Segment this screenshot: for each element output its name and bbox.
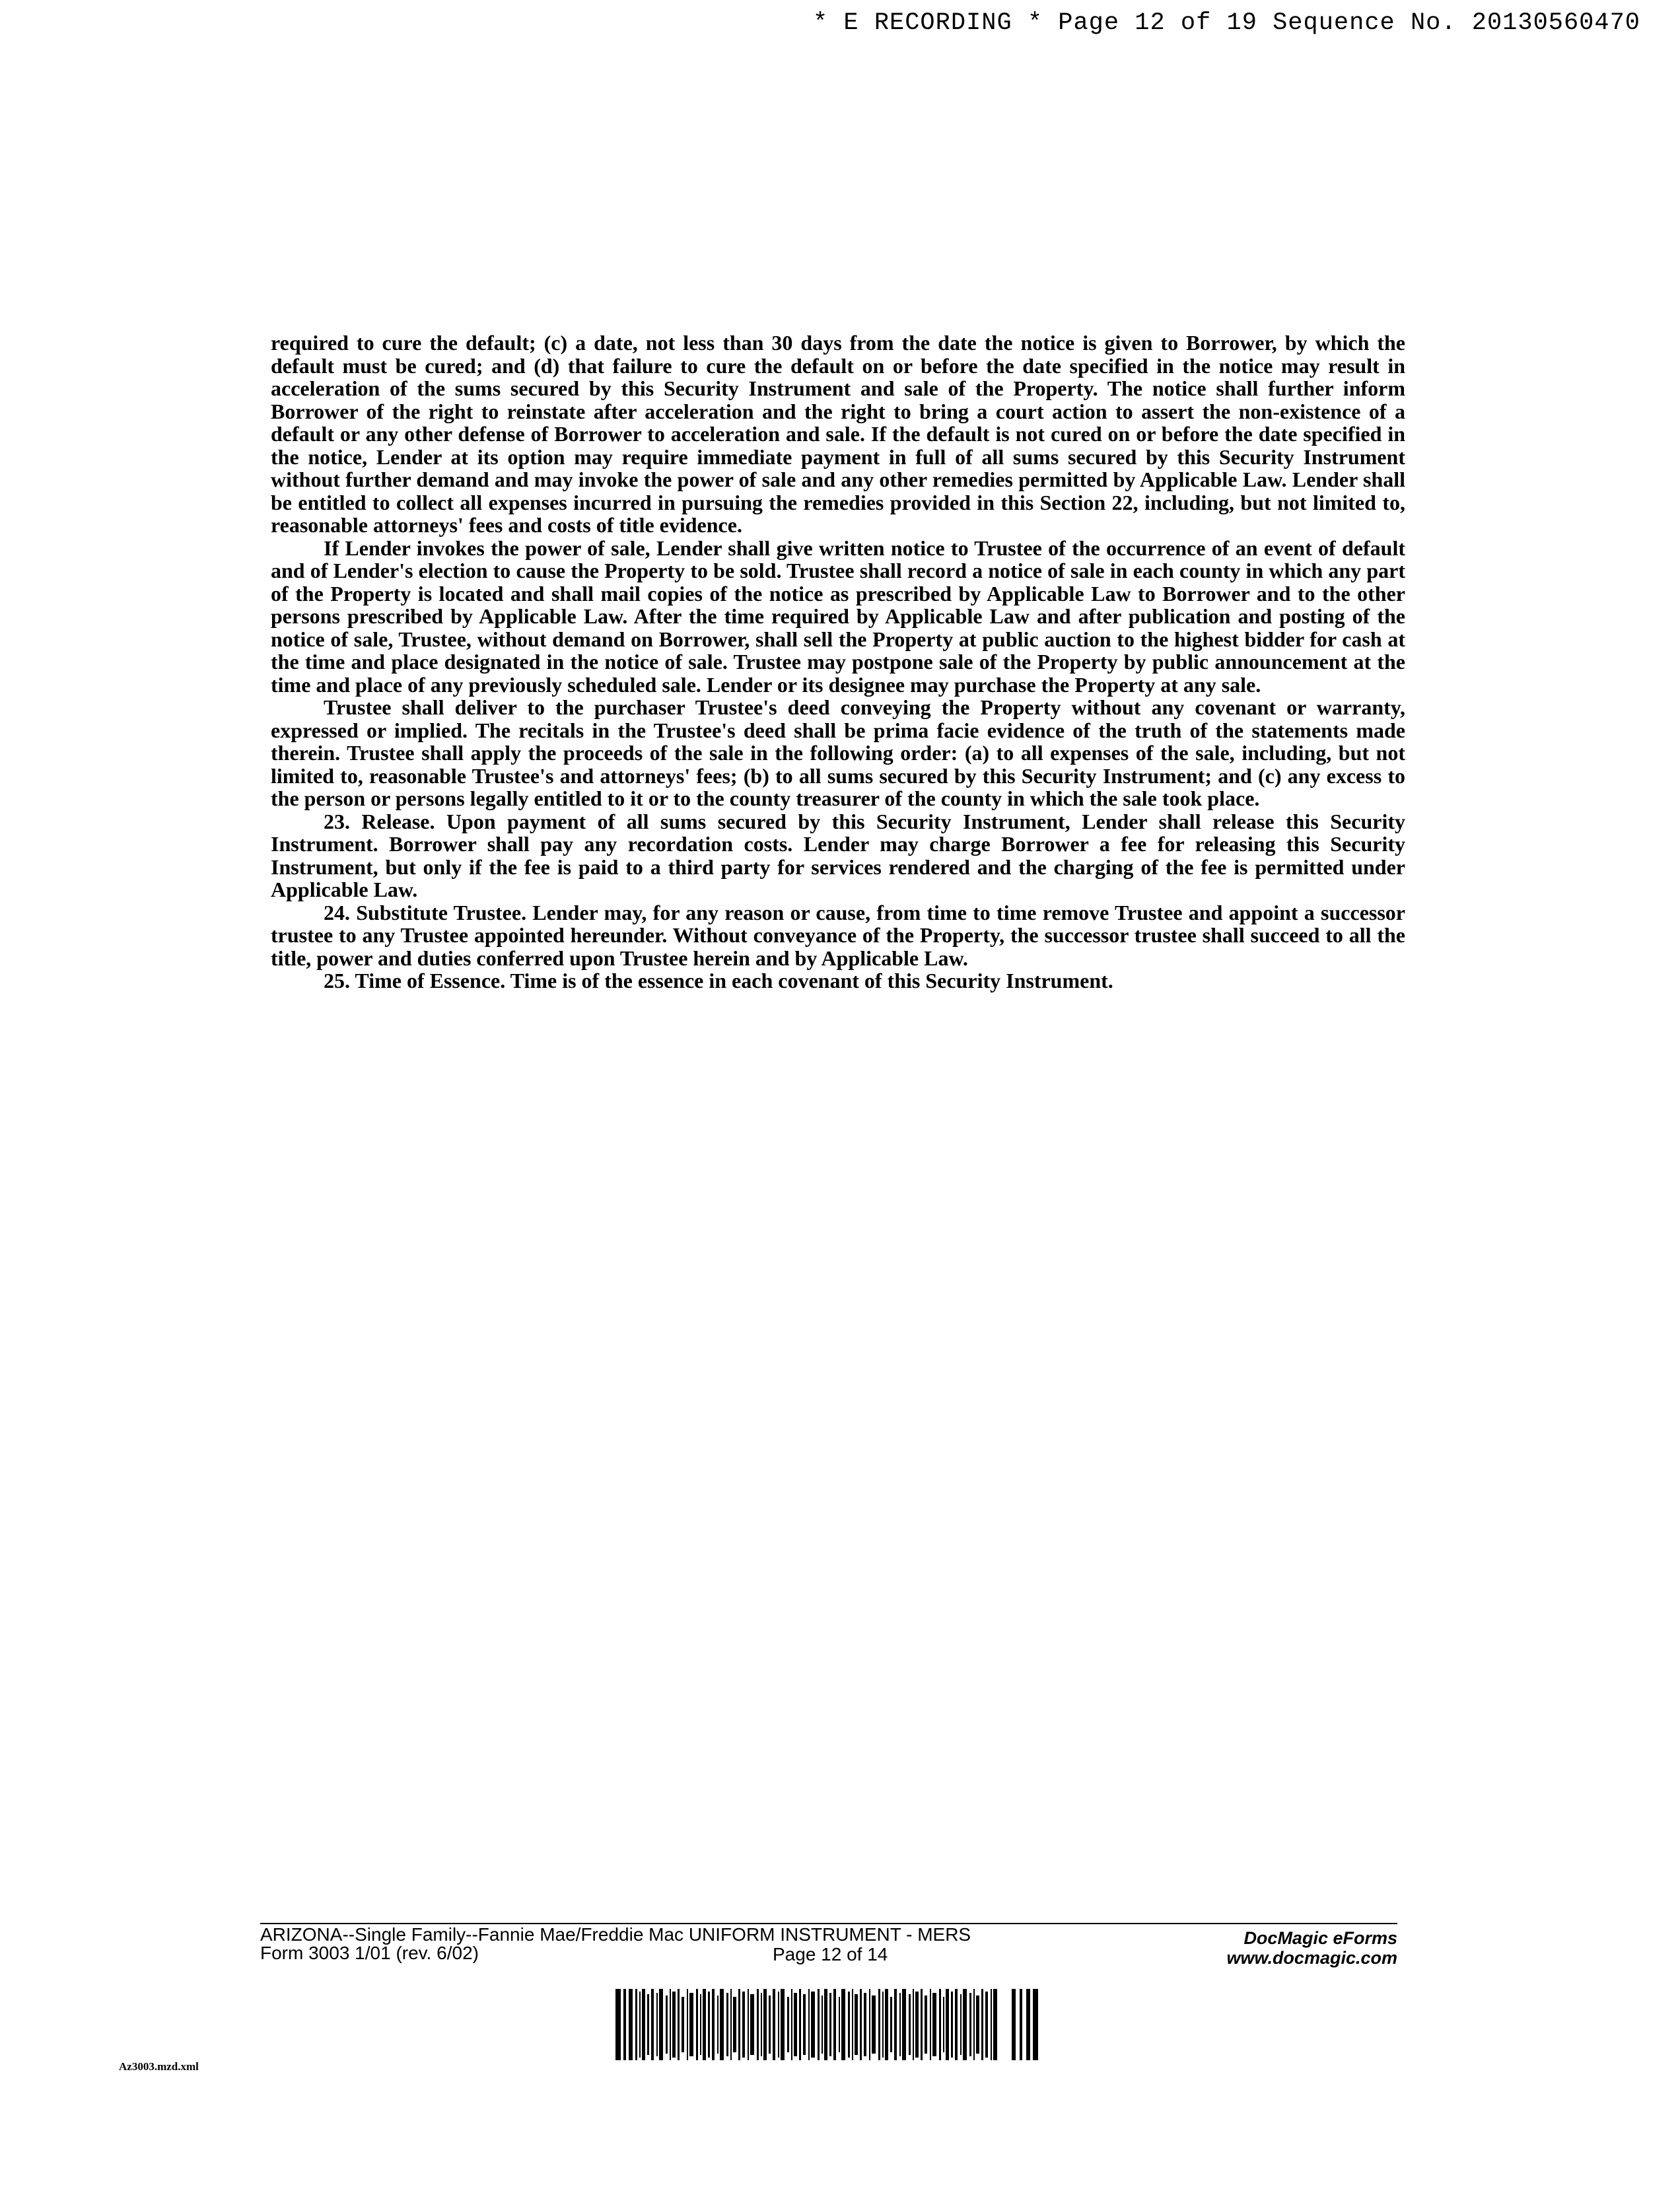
docmagic-logo: DocMagic eForms xyxy=(1243,1928,1397,1948)
paragraph-section-23-release: 23. Release. Upon payment of all sums secured by this Security Instrument, Lender shall release this Security Instrument. Borrower shall pay any recordation costs. Lender may charge Borrower a fee for releasing this Security Instrument, but only if the fee is paid to a third party for services rendered and the charging of the fee is permitted under Applicable Law. xyxy=(271,809,1405,901)
footer-form-number: Form 3003 1/01 (rev. 6/02) xyxy=(260,1943,479,1963)
document-body xyxy=(271,331,1405,992)
footer-website: www.docmagic.com xyxy=(1226,1948,1397,1968)
paragraph-power-of-sale: If Lender invokes the power of sale, Lender shall give written notice to Trustee of the occurrence of an event of default and of Lender's election to cause the Property to be sold. Trustee shall record a notice of sale in each county in which any part of the Property is located and shall mail copies of the notice as prescribed by Applicable Law to Borrower and to the other persons prescribed by Applicable Law. After the time required by Applicable Law and after publication and posting of the notice of sale, Trustee, without demand on Borrower, shall sell the Property at public auction to the highest bidder for cash at the time and place designated in the notice of sale. Trustee may postpone sale of the Property by public announcement at the time and place of any previously scheduled sale. Lender or its designee may purchase the Property at any sale. xyxy=(271,536,1405,697)
barcode-image xyxy=(615,1989,1038,2060)
paragraph-trustee-deed: Trustee shall deliver to the purchaser Trustee's deed conveying the Property without any covenant or warranty, expressed or implied. The recitals in the Trustee's deed shall be prima facie evidence of the truth of the statements made therein. Trustee shall apply the proceeds of the sale in the following order: (a) to all expenses of the sale, including, but not limited to, reasonable Trustee's and attorneys' fees; (b) to all sums secured by this Security Instrument; and (c) any excess to the person or persons legally entitled to it or to the county treasurer of the county in which the sale took place. xyxy=(271,695,1405,810)
recording-header: * E RECORDING * Page 12 of 19 Sequence No. 20130560470 xyxy=(813,9,1640,37)
paragraph-section-25-time-of-essence: 25. Time of Essence. Time is of the essence in each covenant of this Security Instrument. xyxy=(324,969,1113,992)
footer-form-title: ARIZONA--Single Family--Fannie Mae/Freddie Mac UNIFORM INSTRUMENT - MERS xyxy=(260,1924,971,1945)
file-identifier: Az3003.mzd.xml xyxy=(119,2060,199,2073)
paragraph-section-22-continued: required to cure the default; (c) a date, not less than 30 days from the date the notice is given to Borrower, by which the default must be cured; and (d) that failure to cure the default on or before the date specified in the notice may result in acceleration of the sums secured by this Security Instrument and sale of the Property. The notice shall further inform Borrower of the right to reinstate after acceleration and the right to bring a court action to assert the non-existence of a default or any other defense of Borrower to acceleration and sale. If the default is not cured on or before the date specified in the notice, Lender at its option may require immediate payment in full of all sums secured by this Security Instrument without further demand and may invoke the power of sale and any other remedies permitted by Applicable Law. Lender shall be entitled to collect all expenses incurred in pursuing the remedies provided in this Section 22, including, but not limited to, reasonable attorneys' fees and costs of title evidence. xyxy=(271,331,1405,537)
footer-page-number: Page 12 of 14 xyxy=(773,1944,888,1964)
paragraph-section-24-substitute-trustee: 24. Substitute Trustee. Lender may, for any reason or cause, from time to time remove Trustee and appoint a successor trustee to any Trustee appointed hereunder. Without conveyance of the Property, the successor trustee shall succeed to all the title, power and duties conferred upon Trustee herein and by Applicable Law. xyxy=(271,900,1405,970)
